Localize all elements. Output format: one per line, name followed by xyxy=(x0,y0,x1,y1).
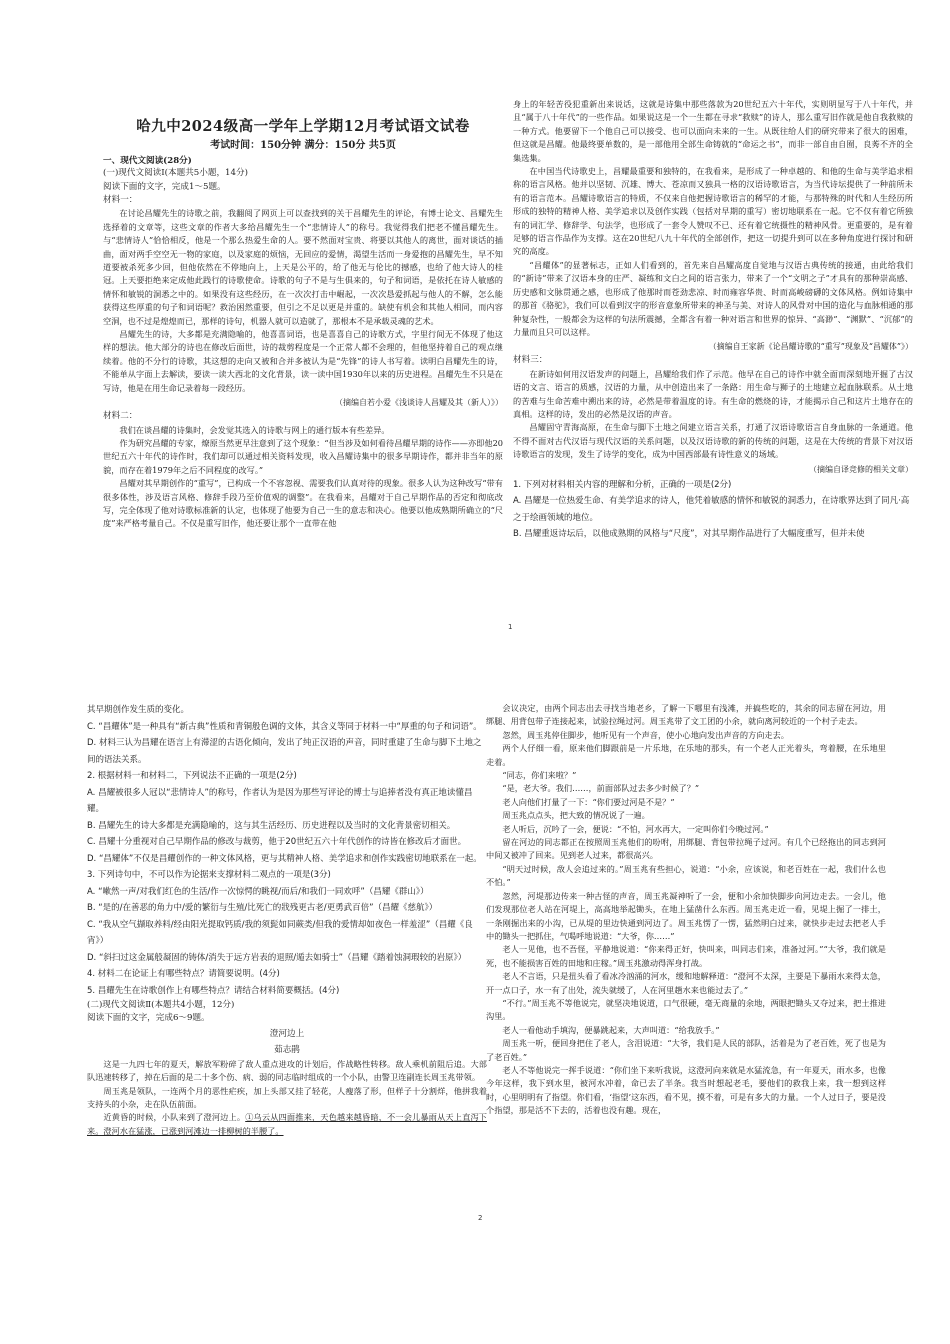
paragraph: 周玉兆是领队，一连两个月的恶性疟疾，加上头部又挂了轻花，人瘦落了形，但样子十分割烊，他拼我着支持头的小杂，走在队伍前面。 xyxy=(87,1085,487,1110)
paragraph xyxy=(87,1111,487,1138)
material-label: 材料二： xyxy=(103,411,138,422)
question-option: D. 材料三认为昌耀在语言上有滞涩的古语化倾向，发出了纯正汉语的声音，同时重建了生命与脚下土地之间的语法关系。 xyxy=(87,738,482,765)
page2-left-column xyxy=(87,702,487,1302)
paragraph: 昌耀对其早期创作的“重写”，已构成一个不容忽视、需要我们认真对待的现象。很多人认为这种改写“带有很多体性，涉及语言风格、修辞手段乃至价值观的调整”。在我看来，昌耀对于自己早期作品的否定和彻底改写，完全体现了他对诗歌标准新的认定，也体现了他要为自己一生的意志和决心。他要以他成熟期所确立的“尺度”来严格考量自己。不仅是重写旧作，他还要让那个一直带在他 xyxy=(103,478,503,529)
material-label: 材料三： xyxy=(513,355,548,366)
paragraph: 周玉兆点点头，把大致的情况说了一遍。 xyxy=(502,810,650,821)
question-option: A. 昌耀是一位热爱生命、有美学追求的诗人，他凭着敏感的情怀和敏锐的洞悉力，在诗歌界达到了同凡·高之于绘画领域的地位。 xyxy=(513,496,910,523)
paragraph: 作为研究昌耀的专家，燎原当然更早注意到了这个现象：“但当涉及如何看待昌耀早期的诗作——亦即他20世纪五六十年代的诗作时，我们却可以通过相关资料发现，收入昌耀诗集中的很多早期诗作，都并非当年的原貌，而存在着1979年之后不同程度的改写。” xyxy=(103,437,503,475)
paragraph: 老人一见他，也不吾怪，平静地说道：“你来得正好，快叫来，叫同志们来，准备过河。”“大爷，我们就是死，也不能损害百姓的田地和庄稼。”周玉兆激动得浑身打战。 xyxy=(486,944,886,968)
paragraph: 两个人仔细一看，原来他们脚跟前是一片乐地，在乐地的那头，有一个老人正光着头，弯着腰，在乐地里走着。 xyxy=(486,743,886,767)
paragraph: 昌耀先生的诗，大多都是充满隐喻的，他喜喜词语，也是喜喜自己的诗歌方式，字里行间无不体现了他这样的想法。他大部分的诗也在修改后面世，诗的裁剪程度是一个正常人都不会理的，但他坚持着自己的观点继续着。他的不分行的诗歌，其这想的走向又被和合并多被认为是“先锋”的诗人书写着。读明白昌耀先生的诗，不能单从字面上去解读，要读一读大西北的文化背景，读一读中国1930年以来的历史进程。昌耀先生不只是在写诗，他是在用生命记录着每一段经历。 xyxy=(103,329,503,393)
question-option: B. “是的/在善恶的角力中/爱的繁衍与生殖/比死亡的戕残更古老/更勇武百倍”（昌耀《慈航》） xyxy=(87,903,438,913)
paragraph: 会议决定，由两个同志出去寻找当地老乡，了解一下哪里有浅滩，并搞些吃的，其余的同志留在河边，用绑腿、用背包带子连接起来，试验拉绳过河。周玉兆带了文工团的小余，就向离河较近的一个村子走去。 xyxy=(486,703,886,727)
question: 3. 下列诗句中，不可以作为论据来支撑材料二观点的一项是(3分) xyxy=(87,870,331,880)
paragraph: 我们在谈昌耀的诗集时，会发觉其选入的诗歌与网上的通行版本有些差异。 xyxy=(119,424,390,435)
paragraph: 在中国当代诗歌史上，昌耀最重要和独特的，在我看来，是形成了一种卓越的、和他的生命与美学追求相称的语言风格。他并以坚韧、沉雄、博大、苍凉而又独具一格的汉语诗歌语言，为当代诗坛提供了一种前所未有的语言范本。昌耀诗歌语言的特质，不仅来自他把握诗歌语言的稀罕的才能，与那特殊的时代和人生经历所形成的独特的精神人格、美学追求以及创作实践（包括对早期的重写）密切地联系在一起。它不仅有着它所独有的词汇学、修辞学、句法学，也形成了一套令人赞叹不已、还有着它统摄性的精神风骨。更重要的，是有着足够的语言作品作为支撑。这在20世纪八九十年代的全部创作，把这一切提升到可以在多种角度进行探讨和研究的高度。 xyxy=(513,166,913,257)
paragraph: “明天过时候，敌人会追过来的。”周玉兆有些担心，说道：“小余，应该说，和老百姓在一起，我们什么也不怕。” xyxy=(486,863,886,888)
question-option: 其早期创作发生质的变化。 xyxy=(87,705,190,715)
paragraph: “是，老大爷。我们……，前面部队过去多少时候了？” xyxy=(502,783,700,794)
paragraph: 老人向他们打量了一下：“你们要过河是不是？” xyxy=(502,796,675,807)
page1-left-column xyxy=(103,118,503,603)
paragraph: 周玉兆一听，便回身把住了老人，含泪说道：“大爷，我们是人民的部队，活着是为了老百姓，死了也是为了老百姓。” xyxy=(486,1038,886,1062)
question: 4. 材料二在论证上有哪些特点？请简要说明。(4分) xyxy=(87,969,280,979)
paragraph: 留在河边的同志都正在按照周玉兆他们的吩咐，用绑腿、背包带拉绳子过河。有几个已经拖出的同志到河中间又被冲了回来。见到老人过来，都很高兴。 xyxy=(486,837,886,861)
subsection-heading: (二)现代文阅读Ⅱ(本题共4小题，12分) xyxy=(87,1000,235,1010)
section-heading: 一、现代文阅读(28分) xyxy=(103,156,192,166)
question: 1. 下列对材料相关内容的理解和分析，正确的一项是(2分) xyxy=(513,479,732,490)
source-citation: （摘编自王家新《论昌耀诗歌的“重写”现象及“昌耀体”》） xyxy=(708,342,913,352)
paragraph: 忽然，河堤那边传来一种古怪的声音，周玉兆凝神听了一会，便和小余加快脚步向河边走去。一会儿，他们发现那位老人站在河堤上，高高地举起锄头，在地上猛凿什么东西。周玉兆走近一看，见堤上掘了一排土，一条刚掘出来的小沟，已从堤的里边快通到河边了。周玉兆愣了一愣，猛然明白过来，就快步走过去把老人手中的锄头一把抓住，气喝呼地说道：“大爷，你……” xyxy=(486,890,886,941)
page-2 xyxy=(0,672,950,1344)
question-option: A. 昌耀被很多人冠以“悲情诗人”的称号，作者认为是因为那些写评论的博士与追捧者没有真正地读懂昌耀。 xyxy=(87,787,473,814)
instruction: 阅读下面的文字，完成1～5题。 xyxy=(103,181,226,192)
question: 5. 昌耀先生在诗歌创作上有哪些特点？请结合材料简要概括。(4分) xyxy=(87,985,340,996)
paragraph: “同志，你们来啦？” xyxy=(502,770,577,781)
paragraph: 昌耀固守青海高原，在生命与脚下土地之间建立语言关系，打通了汉语诗歌语言自身血脉的一条通道。他不得不面对古代汉语与现代汉语的关系问题，以及汉语诗歌的新的传统的问题，这是在大传统的背景下对汉语诗歌语言的发现，发生了诗学的变化，成为中国西部最有诗性意义的场域。 xyxy=(513,422,913,460)
paragraph: “不行。”周玉兆不等他说完，就坚决地说道，口气很硬，毫无商量的余地，两眼把锄头又夺过来，把土推进沟里。 xyxy=(486,997,886,1022)
story-title: 澄河边上 xyxy=(269,1028,305,1039)
page1-right-column xyxy=(513,98,913,603)
source-citation: （摘编自若小爱《浅谈诗人昌耀及其（新人）》） xyxy=(335,398,503,408)
source-citation: （摘编自译竞修的相关文章） xyxy=(809,464,913,474)
paragraph: 在新诗如何用汉语发声的问题上，昌耀给我们作了示范。他早在自己的诗作中就全面而深刻地开掘了古汉语的文言、语言的质感，汉语的力量，从中创造出来了一条路：用生命与狮子的土地建立起血脉联系。从土地的苦难与生命苦难中溯出来的诗，必然是带着温度的诗。有生命的燃烧的诗，才能揭示自己和这片土地存在的真相。这样的诗，发出的必然是汉语的声音。 xyxy=(513,368,913,419)
paragraph: 老人不等他说完一挥手说道：“你们坐下来听我说，这澄河向来就是水猛流急，有一年夏天，雨水多，也像今年这样，我下到水里，被河水冲着，命已去了半条。我当时想起老毛，要他们的救我上来，我一想到这样时，心里明明有了指望。你们看，‘指望’这东西，看不见，摸不着，可是有多大的力量。一个人过日子，要是没个指望，那是活不下去的，活着也没有趣。现在， xyxy=(486,1064,886,1116)
instruction: 阅读下面的文字，完成6～9题。 xyxy=(87,1013,210,1024)
question-option: B. 昌耀重返诗坛后，以他成熟期的风格与“尺度”，对其早期作品进行了大幅度重写，但并未使 xyxy=(513,529,865,540)
page2-right-column xyxy=(486,702,886,1302)
underlined-sentence: ①乌云从四面推来，天色越来越昏暗，不一会儿暴雨从天上直泻下来。澄河水在猛涨，已涨到河滩边一排柳树的半腰了。 xyxy=(87,1112,487,1136)
page-number: 2 xyxy=(478,1214,483,1222)
question-option: C. “昌耀体”是一种具有“新古典”性质和青铜般色调的文体，其含义等同于材料一中“厚重的句子和词语”。 xyxy=(87,721,482,732)
paragraph: 忽然，周玉兆停住脚步，他听见有一个声音，使小心地向发出声音的方向走去。 xyxy=(502,729,789,740)
question-option: C. 昌耀十分重视对自己早期作品的修改与裁剪，他于20世纪五六十年代创作的诗皆在修改后才面世。 xyxy=(87,837,467,847)
page-number: 1 xyxy=(508,623,513,631)
paragraph: 老人听后，沉吟了一会，便说：“不怕，河水再大，一定叫你们今晚过河。” xyxy=(502,823,769,834)
question-option: D. “昌耀体”不仅是昌耀创作的一种文体风格，更与其精神人格、美学追求和创作实践密切地联系在一起。 xyxy=(87,853,482,864)
question-option: C. “我从空气撷取养料/经由阳光提取钙质/我的须髭如同蕨类/但我的爱情却如夜色一样羞涩”（昌耀《良宵》） xyxy=(87,919,473,946)
paragraph: 这是一九四七年的夏天，解放军粉碎了敌人重点进攻的计划后，作战略性转移。敌人乘机前阻后追。大部队迅速转移了，掉在后面的是二十多个伤、病、弱的同志临时组成的一个小队，由警卫连副连长周玉兆带领。 xyxy=(87,1058,487,1083)
story-author: 茹志鹃 xyxy=(274,1044,300,1055)
paragraph: 在讨论昌耀先生的诗歌之前，我翻阅了网页上可以查找到的关于昌耀先生的评论，有博士论文、昌耀先生选择着的文章等，这些文章的作者大多给昌耀先生一个“悲情诗人”的称号。我觉得我们把老不懂昌耀先生。与“悲情诗人”恰恰相反，他是一个那么热爱生命的人。要不然面对宝贵、将要以其他人的离世，面对谈话的插曲，面对两手空空无一物的家庭，以及家庭的烦恼，无回应的爱情，渴望生活而一身爱抱的昌耀先生，早不知道要被杀死多少回，但他依然在不停地向上，上天是公平的，给了他无与伦比的撼感，也给了他大诗人的桂冠。上天要拒绝来定成他此践行的诗歌使命。诗歌的句子不是与生俱来的，句子和词语，是依托在诗人敏感的情怀和敏锐的洞悉之中的。如果没有这些经历，在一次次打击中崛起，一次次恳爱抓起与他人的不解，怎么能获得这些厚重的句子和词语呢？救治困然重要，但引之不足以更是并重的。缺使有机会和其他人相同，而内容空洞，也不过是煌煌而已，那样的诗句，机器人就可以造就了，那根本不是承载灵魂的艺术。 xyxy=(103,208,503,326)
question-option: D. “斜扫过这金属般凝固的铸体/消失于远方岩表的退照/遁去如骑士”（昌耀《踏着蚀洞瑕较的岩原》） xyxy=(87,952,467,963)
paragraph: 身上的年轻苦役犯重新出来说话，这就是诗集中那些落款为20世纪五六十年代，实则明显写于八十年代，并且“属于八十年代”的一些作品。如果说这是一个一生都在寻求“救赎”的诗人，那么重写旧作就是他自我救赎的一种方式。他要留下一个他自己可以接受、也可以面向未来的一生。从既往给人们的研究带来了很大的困难，但这就是昌耀。他最终要单数的，是一部他用全部生命铸就的“命运之书”，而非一部自由自囿，良莠不齐的全集选集。 xyxy=(513,99,913,163)
paragraph: 老人一看他动手填沟，便暴跳起来，大声叫道：“给我放手。” xyxy=(502,1024,720,1035)
paragraph: “昌耀体”的显著标志，正如人们看到的，首先来自昌耀高度自觉地与汉语古典传统的接通，由此给我们的“新诗”带来了汉语本身的庄严、凝练和文白之间的语言张力，带来了一个“文明之子”才具有的那种崇高感、历史感和文脉贯通之感，也形成了他那时而苍劲悲凉、时而雍容华贵、时而高峻磅礴的文体风格。例如诗集中的那首《骆驼》，我们可以看到汉字的形音意象所带来的神圣与美、对诗人的风骨对中国的造化与血脉相通的那种复杂性，一般都会为这样的句法所震撼，全都含有着一种对语言和世界的惊异、“高渺”、“渊默”、“沉郁”的力量而且只可以这样。 xyxy=(513,259,913,337)
subsection-heading: (一)现代文阅读Ⅰ(本题共5小题，14分) xyxy=(103,168,248,179)
material-label: 材料一： xyxy=(103,195,138,206)
paragraph: 老人不言语，只是扭头看了看冰冷汹涌的河水，缓和地解释道：“澄河不太深，主要是下暴雨水来得太急，开一点口子，水一有了出处，流失就缓了，人在河里趟水来也能过去了。” xyxy=(486,971,886,995)
question-option: A. “嗽然一声/对我们红色的生活/作一次惊愕的眺视/而后/和我们一同欢呼”（昌耀《群山》） xyxy=(87,886,429,897)
exam-meta: 考试时间：150分钟 满分：150分 共5页 xyxy=(210,140,396,151)
question-option: B. 昌耀先生的诗大多都是充满隐喻的，这与其生活经历、历史进程以及当时的文化背景密切相关。 xyxy=(87,820,456,831)
exam-title: 哈九中2024级高一学年上学期12月考试语文试卷 xyxy=(136,118,470,135)
text-run: 近黄昏的时候，小队来到了澄河边上。 xyxy=(103,1112,246,1123)
question: 2. 根据材料一和材料二，下列说法不正确的一项是(2分) xyxy=(87,771,297,781)
